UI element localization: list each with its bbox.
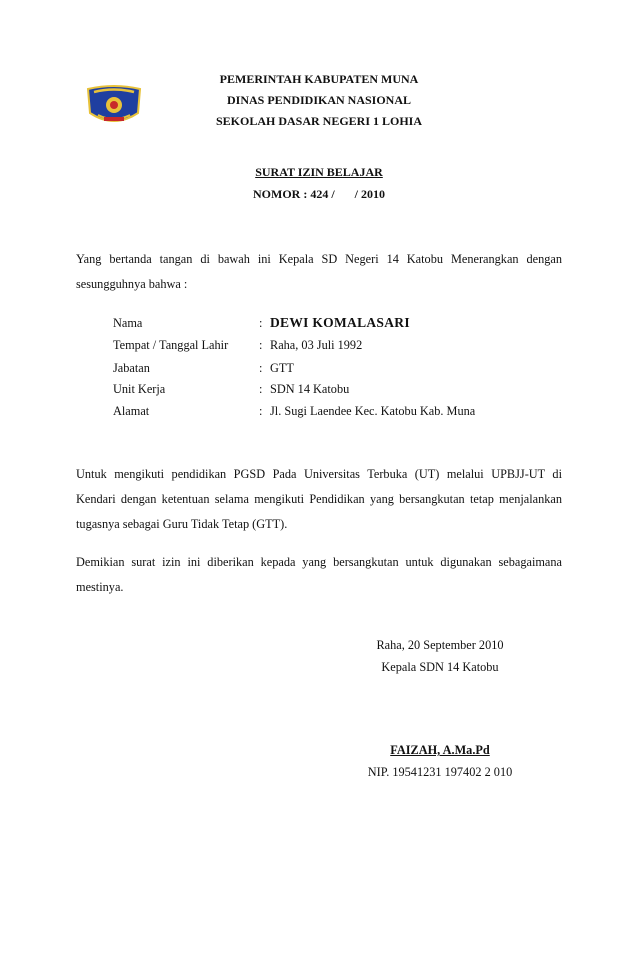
signature-place-date: Raha, 20 September 2010 xyxy=(376,638,504,652)
field-colon: : xyxy=(259,361,263,375)
body-line-3: tugasnya sebagai Guru Tidak Tetap (GTT). xyxy=(76,517,288,531)
letterhead-line-3: SEKOLAH DASAR NEGERI 1 LOHIA xyxy=(215,114,423,128)
crest-icon xyxy=(84,83,144,127)
signatory-name: FAIZAH, A.Ma.Pd xyxy=(390,743,490,757)
closing-line-1: Demikian surat izin ini diberikan kepada yang bersangkutan untuk digunakan sebagaimana xyxy=(76,555,562,569)
field-label-position: Jabatan xyxy=(113,361,150,375)
intro-line-1: Yang bertanda tangan di bawah ini Kepala SD Negeri 14 Katobu Menerangkan dengan xyxy=(76,252,562,266)
closing-paragraph xyxy=(76,550,562,600)
field-value-name: DEWI KOMALASARI xyxy=(270,315,410,330)
body-line-1: Untuk mengikuti pendidikan PGSD Pada Universitas Terbuka (UT) melalui UPBJJ-UT di xyxy=(76,467,562,481)
intro-paragraph xyxy=(76,247,562,297)
field-value-address: Jl. Sugi Laendee Kec. Katobu Kab. Muna xyxy=(270,404,476,418)
body-line-2: Kendari dengan ketentuan selama mengikuti Pendidikan yang bersangkutan tetap menjalankan xyxy=(76,492,562,506)
signature-position: Kepala SDN 14 Katobu xyxy=(381,660,499,674)
field-value-unit: SDN 14 Katobu xyxy=(270,382,350,396)
field-label-unit: Unit Kerja xyxy=(113,382,166,396)
field-colon: : xyxy=(259,316,263,330)
body-paragraph xyxy=(76,462,562,537)
field-colon: : xyxy=(259,382,263,396)
letter-title: SURAT IZIN BELAJAR xyxy=(255,165,383,179)
field-colon: : xyxy=(259,338,263,352)
letter-number-prefix: NOMOR : 424 / xyxy=(253,187,335,201)
field-label-name: Nama xyxy=(113,316,143,330)
closing-line-2: mestinya. xyxy=(76,580,124,594)
letterhead-line-1: PEMERINTAH KABUPATEN MUNA xyxy=(219,72,419,86)
letter-number-suffix: / 2010 xyxy=(354,187,385,201)
field-colon: : xyxy=(259,404,263,418)
field-value-position: GTT xyxy=(270,361,294,375)
intro-line-2: sesungguhnya bahwa : xyxy=(76,277,188,291)
field-label-address: Alamat xyxy=(113,404,150,418)
signatory-nip: NIP. 19541231 197402 2 010 xyxy=(367,765,513,779)
regency-logo xyxy=(84,83,144,127)
field-value-birth: Raha, 03 Juli 1992 xyxy=(270,338,363,352)
letter-number xyxy=(190,187,448,202)
letterhead-line-2: DINAS PENDIDIKAN NASIONAL xyxy=(226,93,412,107)
field-label-birth: Tempat / Tanggal Lahir xyxy=(113,338,229,352)
